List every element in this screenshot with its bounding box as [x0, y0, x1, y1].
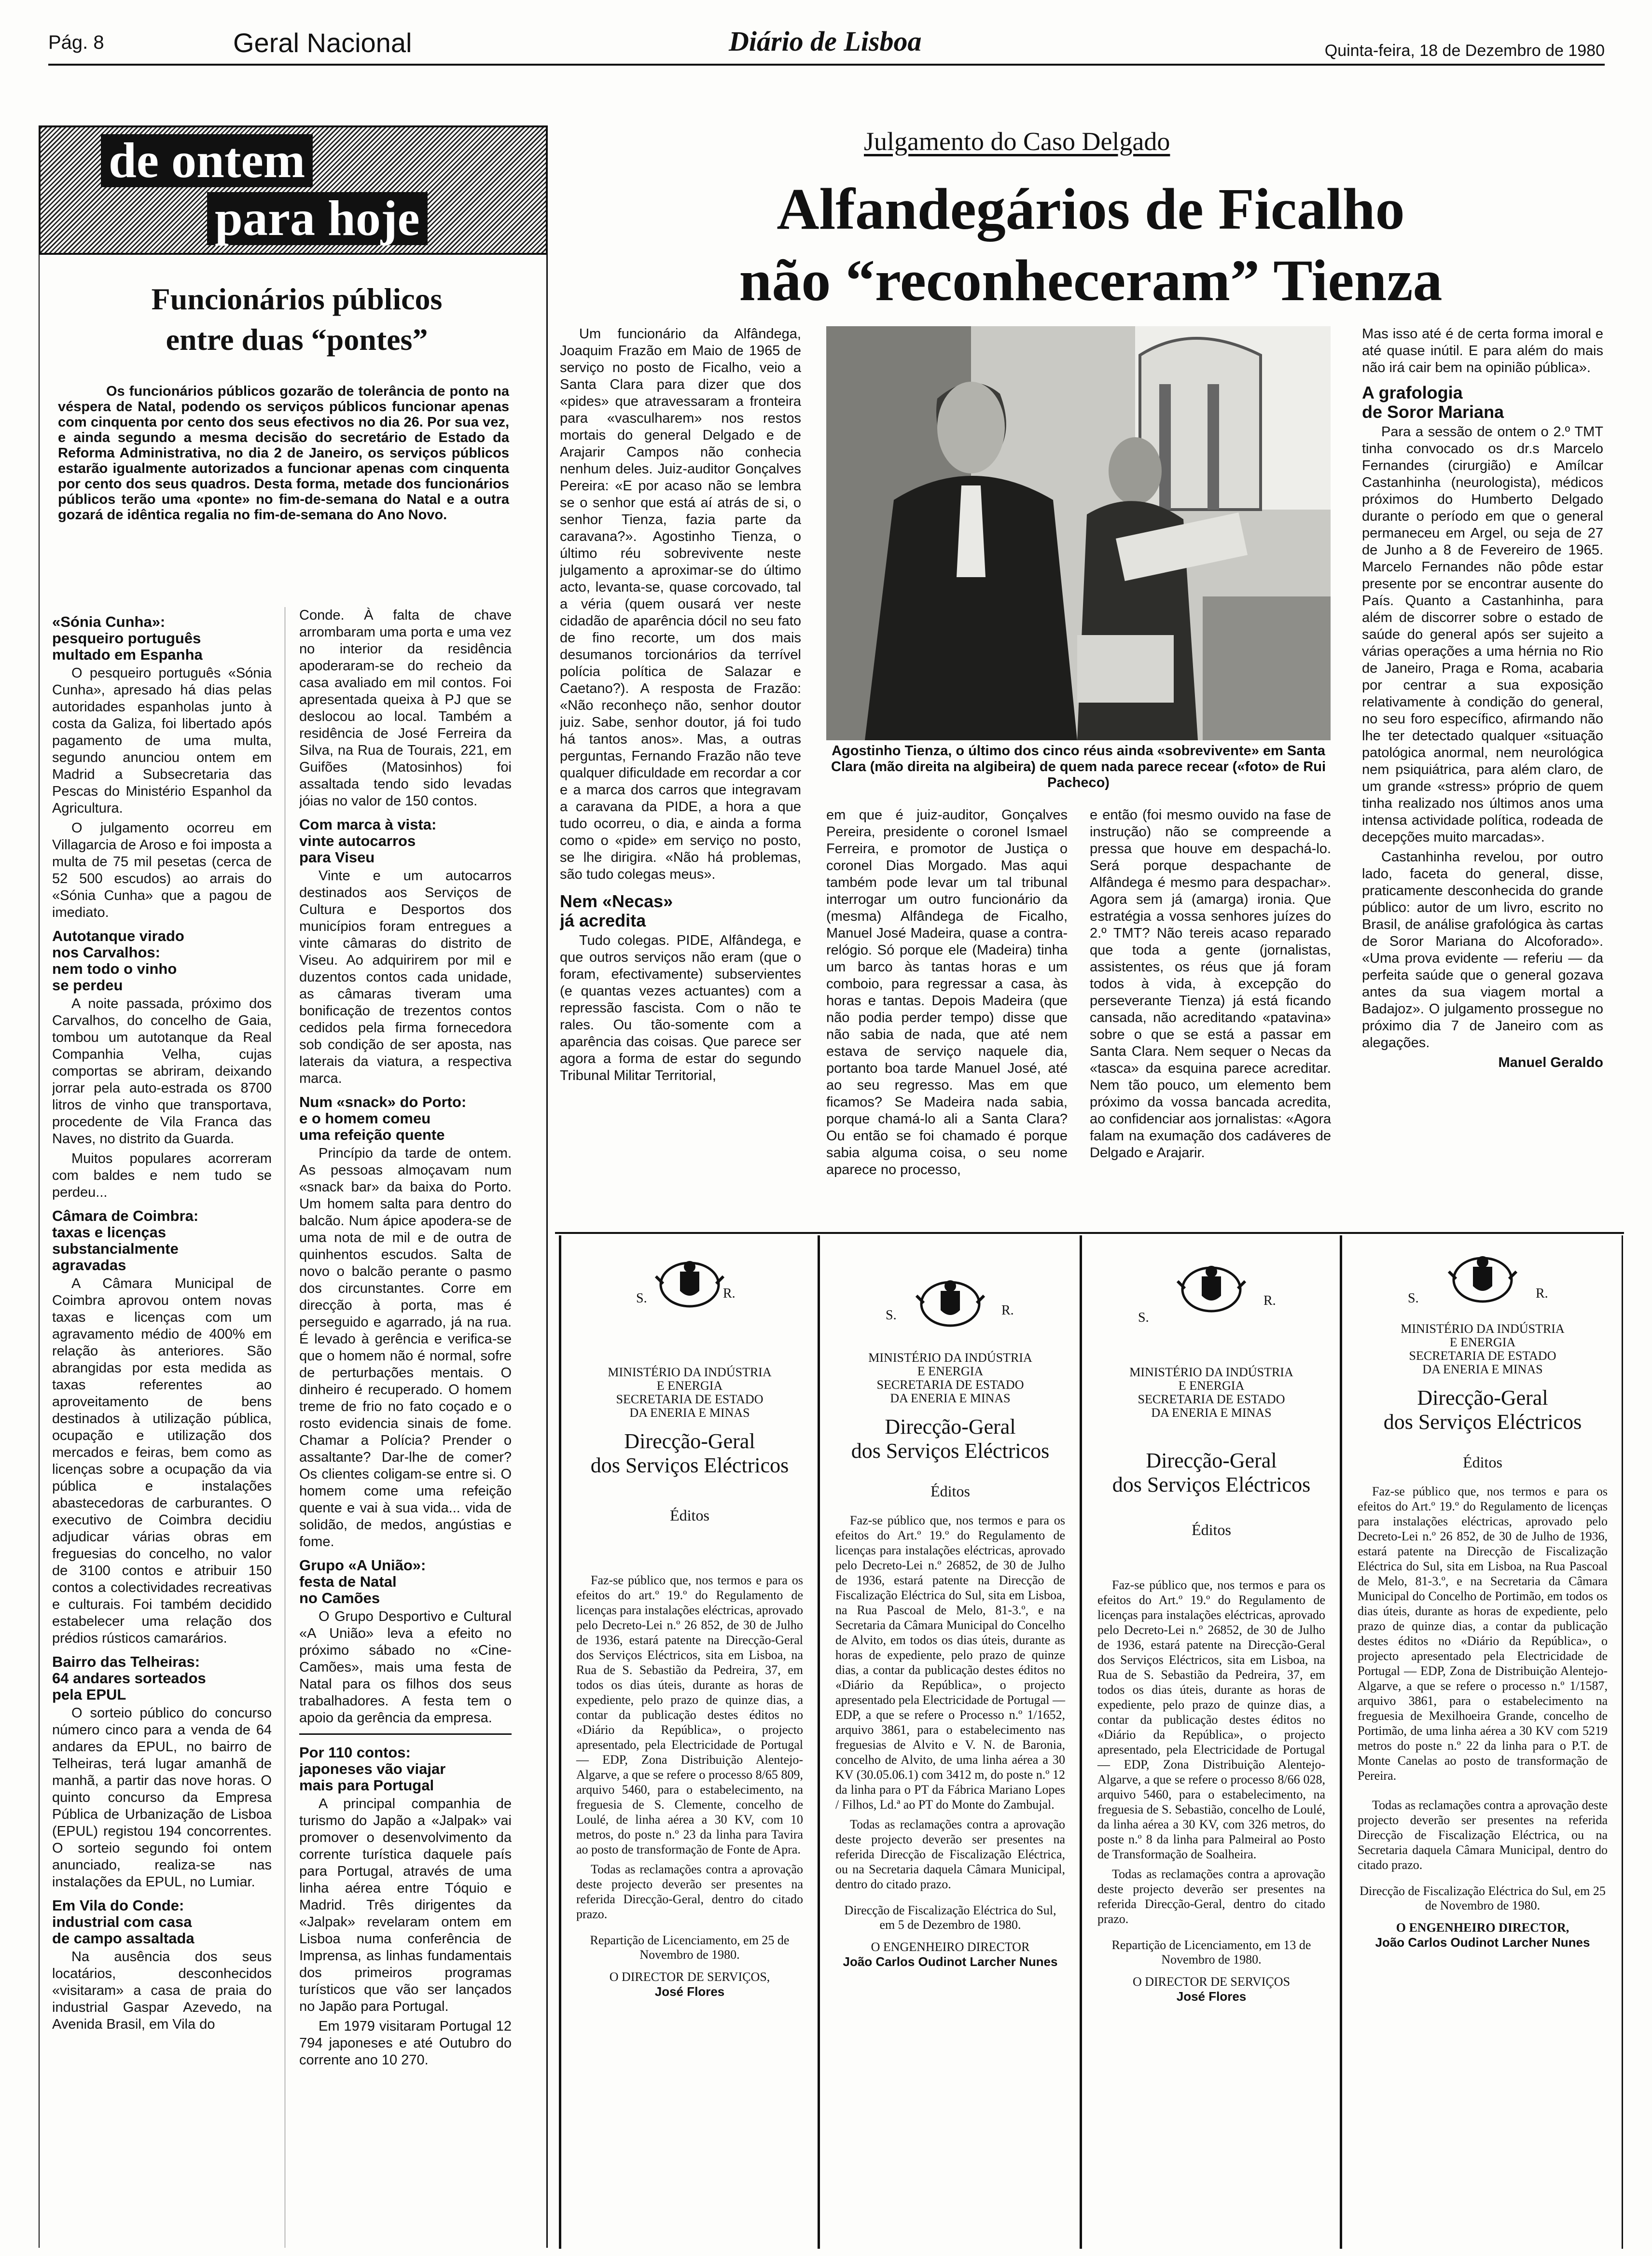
article-paragraph: e então (foi mesmo ouvido na fase de instrução) não se compreende a pressa que houve em despachá-lo. Será porque despachante de Alfândega é mesmo para despachar». Agora sem já (amarga) ironia. Que estratégia a vossa senhores juízes do 2.º TMT? Não tereis acaso reparado que toda a gente (jornalistas, assistentes, os réus que já foram todos à vida, à excepção do perseverante Tienza) já está ficando cansada, não acreditando «patavina» sobre o que se está a passar em Santa Clara. Nem sequer o Necas da «tasca» da esquina parece acreditar. Nem tão pouco, um elemento bem próximo da vossa bancada acredita, ao confidenciar aos jornalistas: «Agora falam na exumação dos cadáveres de Delgado e Arajarir. — [1090, 807, 1331, 1161]
brief-paragraph: O pesqueiro português «Sónia Cunha», apresado há dias pelas autoridades espanholas junto à costa da Galiza, foi libertado após pagamento de uma multa, segundo anunciou ontem em Madrid a Subsecretaria das Pescas do Ministério Espanhol da Agricultura. — [52, 665, 272, 816]
brief-sonia-cunha — [52, 614, 272, 921]
section-title: Geral Nacional — [233, 28, 412, 58]
notice-editos-heading: Éditos — [930, 1482, 970, 1500]
coat-of-arms-icon — [1175, 1259, 1248, 1317]
main-headline-line-2: não “reconheceram” Tienza — [739, 248, 1443, 313]
coat-of-arms-icon — [914, 1274, 986, 1332]
notice-emblem — [1085, 1259, 1338, 1325]
notice-signature: Direcção de Fiscalização Eléctrica do Sul, em 25 de Novembro de 1980. O ENGENHEIRO DIRECTOR, João Carlos Oudinot Larcher Nunes — [1360, 1884, 1606, 1950]
notice-body: Faz-se público que, nos termos e para os efeitos do Art.º 19.º do Regulamento de licenças para instalações eléctricas, aprovado pelo Decreto-Lei n.º 26 852, de 30 de Julho de 1936, estará patente na Direcção de Fiscalização Eléctrica do Sul, sita em Lisboa, na Rua Pascoal de Melo, 81-3.º, e na Secretaria da Câmara Municipal do Concelho de Portimão, em todos os dias úteis, durante as horas de expediente, pelo prazo de quinze dias, a contar da publicação destes éditos no «Diário da República», o projecto apresentado pela Electricidade de Portugal — EDP, Zona de Distribuição Alentejo-Algarve, a que se refere o processo n.º 1/1587, arquivo 3861, para o estabelecimento na freguesia de Mexilhoeira Grande, concelho de Portimão, de uma linha aérea a 30 KV com 5219 metros do poste n.º 22 da linha para o P.T. de Monte Canelas ao posto de transformação de Pereira. Todas as reclamações contra a aprovação deste projecto deverão ser presentes na referida Direcção de Fiscalização Eléctrica, ou na Secretaria daquela Câmara Municipal, dentro do citado prazo. — [1358, 1484, 1608, 1872]
notice-body: Faz-se público que, nos termos e para os efeitos do Art.º 19.º do Regulamento de licenças para instalações eléctricas, aprovado pelo Decreto-Lei n.º 26852, de 30 de Julho de 1936, estará patente na Direcção-Geral dos Serviços Eléctricos, sita em Lisboa, na Rua de S. Sebastião da Pedreira, 37, em todos os dias úteis, durante as horas de expediente, pelo prazo de quinze dias, a contar da publicação destes éditos no «Diário da República», o projecto apresentado, pela Electricidade de Portugal — EDP, Zona Distribuição Alentejo-Algarve, a que se refere o processo 8/66 028, arquivo 5460, para o estabelecimento, na freguesia de S. Sebastião, concelho de Loulé, da linha aérea a 30 KV, com 326 metros, do poste n.º 8 da linha para Palmeiral ao Posto de Transformação de Soalheira. Todas as reclamações contra a aprovação deste projecto deverão ser presentes na referida Direcção-Geral, dentro do citado prazo. — [1097, 1578, 1325, 1926]
brief-paragraph: A Câmara Municipal de Coimbra aprovou ontem novas taxas e licenças com um agravamento médio de 400% em relação às anteriores. São abrangidas por esta medida as taxas referentes ao aproveitamento de bens destinados à utilização pública, ocupação e utilização dos mercados e feiras, bem como as licenças sobre a ocupação da via pública e instalações abastecedoras de carburantes. O executivo de Coimbra decidiu adjudicar várias obras em freguesias do concelho, no valor de 3100 contos e atribuir 150 contos a colectividades recreativas e culturais. Foi também decidido estabelecer uma relação dos prédios rústicos camarários. — [52, 1276, 272, 1646]
brief-heading: Com marca à vista: vinte autocarros para Viseu — [299, 816, 437, 866]
notice-editos-heading: Éditos — [1192, 1521, 1231, 1538]
brief-vila-do-conde — [52, 1897, 272, 2033]
header-rule — [48, 64, 1605, 66]
brief-paragraph: O julgamento ocorreu em Villagarcia de Aroso e foi imposta a multa de 75 mil pesetas (cerca de 52 500 escudos) ao arrais do «Sónia Cunha» que a pagou de imediato. — [52, 820, 272, 920]
brief-snack-porto — [299, 1094, 512, 1550]
notice-ministry: MINISTÉRIO DA INDÚSTRIA E ENERGIA SECRETARIA DE ESTADO DA ENERIA E MINAS — [608, 1365, 772, 1420]
brief-telheiras — [52, 1654, 272, 1891]
brief-heading: Em Vila do Conde: industrial com casa de campo assaltada — [52, 1897, 194, 1947]
article-paragraph: Para a sessão de ontem o 2.º TMT tinha convocado os dr.s Marcelo Fernandes (cirurgião) e Amílcar Castanhinha (neurologista), médicos próximos do Humberto Delgado durante o período em que o general permaneceu em Argel, ou seja de 27 de Junho a 8 de Fevereiro de 1965. Marcelo Fernandes não pôde estar presente por se encontrar ausente do País. Quanto a Castanhinha, para além de discorrer sobre o estado de saúde do general após ser sujeito a várias operações a uma hérnia no Rio de Janeiro, Praga e Roma, acabaria por centrar a sua exposição relativamente à condição do general, no seu foro específico, afirmando não lhe ter detectado qualquer «situação patológica anormal, nem neurológica nem psiquiátrica, para além claro, de um grande «stress» próprio de quem tinha realizado nos últimos anos uma intensa actividade política, rodeada de decepções muito marcadas». — [1362, 424, 1603, 845]
notice-body: Faz-se público que, nos termos e para os efeitos do Art.º 19.º do Regulamento de licenças para instalações eléctricas, aprovado pelo Decreto-Lei n.º 26852, de 30 de Julho de 1936, estará patente na Direcção de Fiscalização Eléctrica do Sul, sita em Lisboa, na Rua Pascoal de Melo, 81-3.º, e na Secretaria da Câmara Municipal do Concelho de Alvito, em todos os dias úteis, durante as horas de expediente, pelo prazo de quinze dias, a contar da publicação destes éditos no «Diário da República», o projecto apresentado pela Electricidade de Portugal — EDP, a que se refere o Processo n.º 1/1652, arquivo 3861, para o estabelecimento nas freguesias de Alvito e V. N. de Baronia, concelho de Alvito, de uma linha aérea a 30 KV (30.05.06.1) com 3412 m, do poste n.º 12 da linha para o PT da Fábrica Mariano Lopes / Filhos, Ld.ª ao PT do Monte do Zambujal. Todas as reclamações contra a aprovação deste projecto deverão ser presentes na referida Direcção de Fiscalização Eléctrica, ou na Secretaria daquela Câmara Municipal, dentro do citado prazo. — [835, 1513, 1065, 1891]
notice-signature: Direcção de Fiscalização Eléctrica do Sul, em 5 de Dezembro de 1980. O ENGENHEIRO DIRECTOR João Carlos Oudinot Larcher Nunes — [843, 1903, 1058, 1969]
emblem-letter-left: S. — [1138, 1310, 1149, 1325]
notice-signature: Repartição de Licenciamento, em 25 de Novembro de 1980. O DIRECTOR DE SERVIÇOS, José Flores — [590, 1933, 790, 1999]
notice-ministry: MINISTÉRIO DA INDÚSTRIA E ENERGIA SECRETARIA DE ESTADO DA ENERIA E MINAS — [868, 1351, 1032, 1405]
article-subhead: Nem «Necas» já acredita — [560, 891, 673, 930]
lead-title — [48, 279, 545, 360]
emblem-letter-left: S. — [636, 1291, 647, 1306]
page-date: Quinta-feira, 18 de Dezembro de 1980 — [1324, 42, 1605, 60]
notice-emblem — [564, 1255, 816, 1317]
notice-editos-heading: Éditos — [1463, 1453, 1502, 1471]
article-byline: Manuel Geraldo — [1498, 1055, 1603, 1070]
lead-title-line-2: entre duas “pontes” — [166, 322, 428, 357]
public-notice-1 — [564, 1255, 816, 2249]
article-photo — [826, 326, 1331, 740]
brief-heading: Grupo «A União»: festa de Natal no Camões — [299, 1557, 426, 1606]
article-paragraph: Tudo colegas. PIDE, Alfândega, e que outros serviços não eram (que o foram, efectivamente) subservientes (e quantas vezes actuantes) com a repressão fascista. Com o não te rales. Ou tão-somente com a aparência das coisas. Que parece ser agora a forma de estar do segundo Tribunal Militar Territorial, — [560, 933, 801, 1083]
briefs-column-left — [52, 607, 272, 2248]
notice-ministry: MINISTÉRIO DA INDÚSTRIA E ENERGIA SECRETARIA DE ESTADO DA ENERIA E MINAS — [1401, 1322, 1565, 1376]
brief-paragraph: A principal companhia de turismo do Japão a «Jalpak» vai promover o desenvolvimento da corrente turística daquele país para Portugal, através de uma linha aérea entre Tóquio e Madrid. Três dirigentes da «Jalpak» revelaram ontem em Lisboa numa conferência de Imprensa, as linhas fundamentais dos primeiros programas turísticos que vão ser lançados no Japão para Portugal. — [299, 1796, 512, 2014]
brief-heading: Autotanque virado nos Carvalhos: nem todo o vinho se perdeu — [52, 927, 184, 994]
brief-paragraph: Em 1979 visitaram Portugal 12 794 japoneses e até Outubro do corrente ano 10 270. — [299, 2019, 512, 2068]
brief-viseu — [299, 817, 512, 1087]
article-subhead: A grafologia de Soror Mariana — [1362, 383, 1504, 422]
rubric-box — [39, 125, 548, 255]
brief-autotanque — [52, 928, 272, 1201]
notice-directorate: Direcção-Geral dos Serviços Eléctricos — [590, 1429, 789, 1477]
coat-of-arms-icon — [653, 1255, 726, 1313]
notice-divider-1 — [559, 1235, 561, 2249]
brief-heading: «Sónia Cunha»: pesqueiro português multado em Espanha — [52, 613, 203, 663]
emblem-letter-left: S. — [886, 1308, 897, 1323]
brief-coimbra — [52, 1208, 272, 1647]
brief-heading: Câmara de Coimbra: taxas e licenças substancialmente agravadas — [52, 1207, 199, 1273]
briefs-column-right — [299, 607, 512, 2248]
masthead-logo: Diário de Lisboa — [729, 26, 922, 57]
photo-caption: Agostinho Tienza, o último dos cinco réus ainda «sobrevivente» em Santa Clara (mão direita na algibeira) de quem nada parece recear («foto» de Rui Pacheco) — [831, 743, 1326, 790]
notice-signature: Repartição de Licenciamento, em 13 de Novembro de 1980. O DIRECTOR DE SERVIÇOS José Flores — [1111, 1938, 1311, 2004]
notice-body: Faz-se público que, nos termos e para os efeitos do art.º 19.º do Regulamento de licenças para instalações eléctricas, aprovado pelo Decreto-Lei n.º 26 852, de 30 de Julho de 1936, estará patente na Direcção-Geral dos Serviços Eléctricos, sita em Lisboa, na Rua de S. Sebastião da Pedreira, 37, em todos os dias úteis, durante as horas de expediente, pelo prazo de quinze dias, a contar da publicação destes éditos no «Diário da República», o projecto apresentado, pela Electricidade de Portugal — EDP, Zona Distribuição Alentejo-Algarve, a que se refere o processo 8/65 809, arquivo 5460, para o estabelecimento, na freguesia de S. Clemente, concelho de Loulé, de linha aérea a 30 KV, com 10 metros, do poste n.º 23 da linha para Tavira ao posto de transformação de Fonte de Apra. Todas as reclamações contra a aprovação deste projecto deverão ser presentes na referida Direcção-Geral, dentro do citado prazo. — [576, 1573, 803, 1921]
rubric-line-2: para hoje — [207, 192, 428, 245]
brief-japoneses — [299, 1733, 512, 2069]
brief-paragraph: A noite passada, próximo dos Carvalhos, do concelho de Gaia, tombou um autotanque da Real Companhia Velha, cujas comportas se abriram, deixando jorrar pela auto-estrada os 8700 litros de vinho que transportava, procedente de Vila Franca das Naves, no distrito da Guarda. — [52, 996, 272, 1147]
article-paragraph: Mas isso até é de certa forma imoral e até quase inútil. E para além do mais não irá cair bem na opinião pública». — [1362, 326, 1603, 375]
notice-emblem — [1345, 1250, 1620, 1313]
brief-heading: Por 110 contos: japoneses vão viajar mais para Portugal — [299, 1744, 446, 1794]
emblem-letter-right: R. — [723, 1286, 736, 1301]
main-article-column-4 — [1362, 326, 1603, 1226]
emblem-letter-right: R. — [1263, 1293, 1276, 1308]
main-article-column-1 — [560, 326, 801, 1211]
coat-of-arms-icon — [1446, 1250, 1519, 1308]
notices-top-rule — [555, 1232, 1624, 1234]
photo-scene — [826, 326, 1331, 740]
left-section-rule — [546, 255, 548, 2248]
main-article-column-3 — [1090, 807, 1331, 1212]
article-paragraph: Castanhinha revelou, por outro lado, faceta do general, disse, praticamente desconhecida do grande público: autor de um livro, escrito no Brasil, de análise grafológica às cartas de Soror Mariana do Alcoforado». «Uma prova evidente — referiu — da perfeita saúde que o general gozava antes da sua viagem mortal a Badajoz». O julgamento prossegue no próximo dia 7 de Janeiro com as alegações. — [1362, 849, 1603, 1051]
brief-paragraph: O sorteio público do concurso número cinco para a venda de 64 andares da EPUL, no bairro de Telheiras, terá lugar amanhã de manhã, a partir das nove horas. O quinto concurso da Empresa Pública de Urbanização de Lisboa (EPUL) registou 194 concorrentes. O sorteio segundo foi ontem anunciado, realiza-se nas instalações da EPUL, no Lumiar. — [52, 1705, 272, 1890]
article-paragraph: Um funcionário da Alfândega, Joaquim Frazão em Maio de 1965 de serviço no posto de Ficalho, veio a Santa Clara para dizer que dos «pides» que atravessaram a fronteira para «vasculharem» nos restos mortais do general Delgado e de Arajarir Campos não conhecia nenhum deles. Juiz-auditor Gonçalves Pereira: «E por acaso não se lembra se o senhor que está aí atrás de si, o senhor Tienza, fazia parte da caravana?». Agostinho Tienza, o último réu sobrevivente neste julgamento a aproximar-se do último acto, levanta-se, quase corcovado, tal a véria (quem ousará ver neste cidadão de aparência dócil no seu fato de fino recorte, um dos mais desumanos torcionários da terrível polícia política de Salazar e Caetano?). A resposta de Frazão: «Não reconheço não, senhor doutor juiz. Sabe, senhor doutor, já foi tudo há tantos anos». Mas, a outras perguntas, Fernando Frazão não teve qualquer dificuldade em recordar a cor e a marca dos carros que integravam a caravana da PIDE, a hora a que tudo ocorreu, o dia, e ainda a forma como o «pide» em serviço no posto, se lhe dirigira. «Não há problemas, são tudo colegas meus». — [560, 326, 801, 882]
main-article-column-2 — [826, 807, 1068, 1212]
notice-directorate: Direcção-Geral dos Serviços Eléctricos — [1383, 1386, 1582, 1434]
notice-divider-2 — [818, 1235, 820, 2249]
brief-paragraph: O Grupo Desportivo e Cultural «A União» leva a efeito no próximo sábado no «Cine-Camões», mais uma festa de Natal para os filhos dos seus trabalhadores. A festa tem o apoio da gerência da empresa. — [299, 1609, 512, 1726]
brief-paragraph: Muitos populares acorreram com baldes e nem tudo se perdeu... — [52, 1151, 272, 1200]
main-kicker: Julgamento do Caso Delgado — [864, 127, 1170, 156]
brief-paragraph: Na ausência dos seus locatários, desconhecidos «visitaram» a casa de praia do industrial Gaspar Azevedo, na Avenida Brasil, em Vila do — [52, 1949, 272, 2032]
main-headline — [560, 174, 1622, 317]
notice-divider-5 — [1622, 1235, 1623, 2249]
main-headline-line-1: Alfandegários de Ficalho — [777, 177, 1405, 242]
notice-ministry: MINISTÉRIO DA INDÚSTRIA E ENERGIA SECRETARIA DE ESTADO DA ENERIA E MINAS — [1129, 1365, 1293, 1420]
brief-paragraph: Princípio da tarde de ontem. As pessoas almoçavam num «snack bar» da baixa do Porto. Um homem salta para dentro do balcão. Num ápice apodera-se de uma nota de mil e de outra de quinhentos escudos. Salta de novo o balcão perante o pasmo dos circunstantes. Corre em direcção à porta, mas é perseguido e agarrado, já na rua. É levado à gerência e verifica-se que o homem não é normal, sofre de perturbações mentais. O dinheiro é recuperado. O homem treme de frio no fato coçado e o rosto evidencia sinais de fome. Chamar a Polícia? Prender o assaltante? Dar-lhe de comer? Os clientes coligam-se entre si. O homem come uma refeição quente e vai à sua vida... vida de solidão, de medos, angústias e fome. — [299, 1146, 512, 1550]
article-paragraph: em que é juiz-auditor, Gonçalves Pereira, presidente o coronel Ismael Ferreira, e promotor de Justiça o coronel Dias Morgado. Mas aqui também pode levar um tal tribunal interrogar um outro funcionário da (mesma) Alfândega de Ficalho, Manuel José Madeira, quase a contra-relógio. Só porque ele (Madeira) tinha um barco às tantas horas e um comboio, para regressar a casa, às horas e tantas. Depois Madeira (que não podia perder tempo) disse que não sabia de nada, que até nem estava de serviço naquele dia, portanto boa tarde Manuel José, até ao seu regresso. Mas em que ficamos? Se Madeira nada sabia, porque chamá-lo ali a Santa Clara? Ou então se foi chamado é porque sabia alguma coisa, o seu nome aparece no processo, — [826, 807, 1068, 1177]
emblem-letter-left: S. — [1408, 1291, 1419, 1306]
notice-directorate: Direcção-Geral dos Serviços Eléctricos — [851, 1415, 1050, 1463]
lead-title-line-1: Funcionários públicos — [151, 282, 443, 316]
brief-heading: Bairro das Telheiras: 64 andares sorteados pela EPUL — [52, 1653, 206, 1703]
rubric-line-1: de ontem — [101, 134, 313, 187]
brief-paragraph: Vinte e um autocarros destinados aos Serviços de Cultura e Desportos dos municípios foram entregues a vinte câmaras do distrito de Viseu. Ao adquirirem por mil e duzentos contos cada unidade, as câmaras tiveram uma bonificação de trezentos contos cedidos pela firma fornecedora sob condição de ser aposta, nas laterais da viatura, a respectiva marca. — [299, 868, 512, 1086]
left-frame-rule — [39, 255, 40, 2248]
brief-a-uniao — [299, 1557, 512, 1727]
notice-divider-4 — [1340, 1235, 1342, 2249]
notice-editos-heading: Éditos — [670, 1507, 709, 1524]
brief-paragraph: Conde. À falta de chave arrombaram uma porta e uma vez no interior da residência apoderaram-se do recheio da casa avaliado em mil contos. Foi apresentada queixa à PJ que se deslocou ao local. Também a residência de José Ferreira da Silva, na Rua de Tourais, 221, em Guifões (Matosinhos) foi assaltada tendo sido levadas jóias no valor de 150 contos. — [299, 608, 512, 809]
notice-emblem — [823, 1274, 1078, 1337]
public-notice-2 — [823, 1274, 1078, 2249]
public-notice-4 — [1345, 1250, 1620, 2249]
public-notice-3 — [1085, 1259, 1338, 2249]
page-number: Pág. 8 — [48, 32, 104, 53]
notice-directorate: Direcção-Geral dos Serviços Eléctricos — [1112, 1449, 1311, 1496]
notice-divider-3 — [1080, 1235, 1082, 2249]
emblem-letter-right: R. — [1536, 1286, 1548, 1301]
lead-text: Os funcionários públicos gozarão de tolerância de ponto na véspera de Natal, podendo os serviços públicos funcionar apenas com cinquenta por cento dos seus efectivos no dia 26. Por sua vez, e ainda segundo a mesma decisão do secretário de Estado da Reforma Administrativa, no dia 2 de Janeiro, os serviços públicos estarão igualmente autorizados a funcionar apenas com cinquenta por cento dos seus quadros. Desta forma, metade dos funcionários públicos terão uma «ponte» no fim-de-semana do Natal e a outra gozará de idêntica regalia no fim-de-semana do Ano Novo. — [58, 384, 509, 523]
emblem-letter-right: R. — [1001, 1303, 1014, 1318]
brief-heading: Num «snack» do Porto: e o homem comeu uma refeição quente — [299, 1093, 467, 1143]
